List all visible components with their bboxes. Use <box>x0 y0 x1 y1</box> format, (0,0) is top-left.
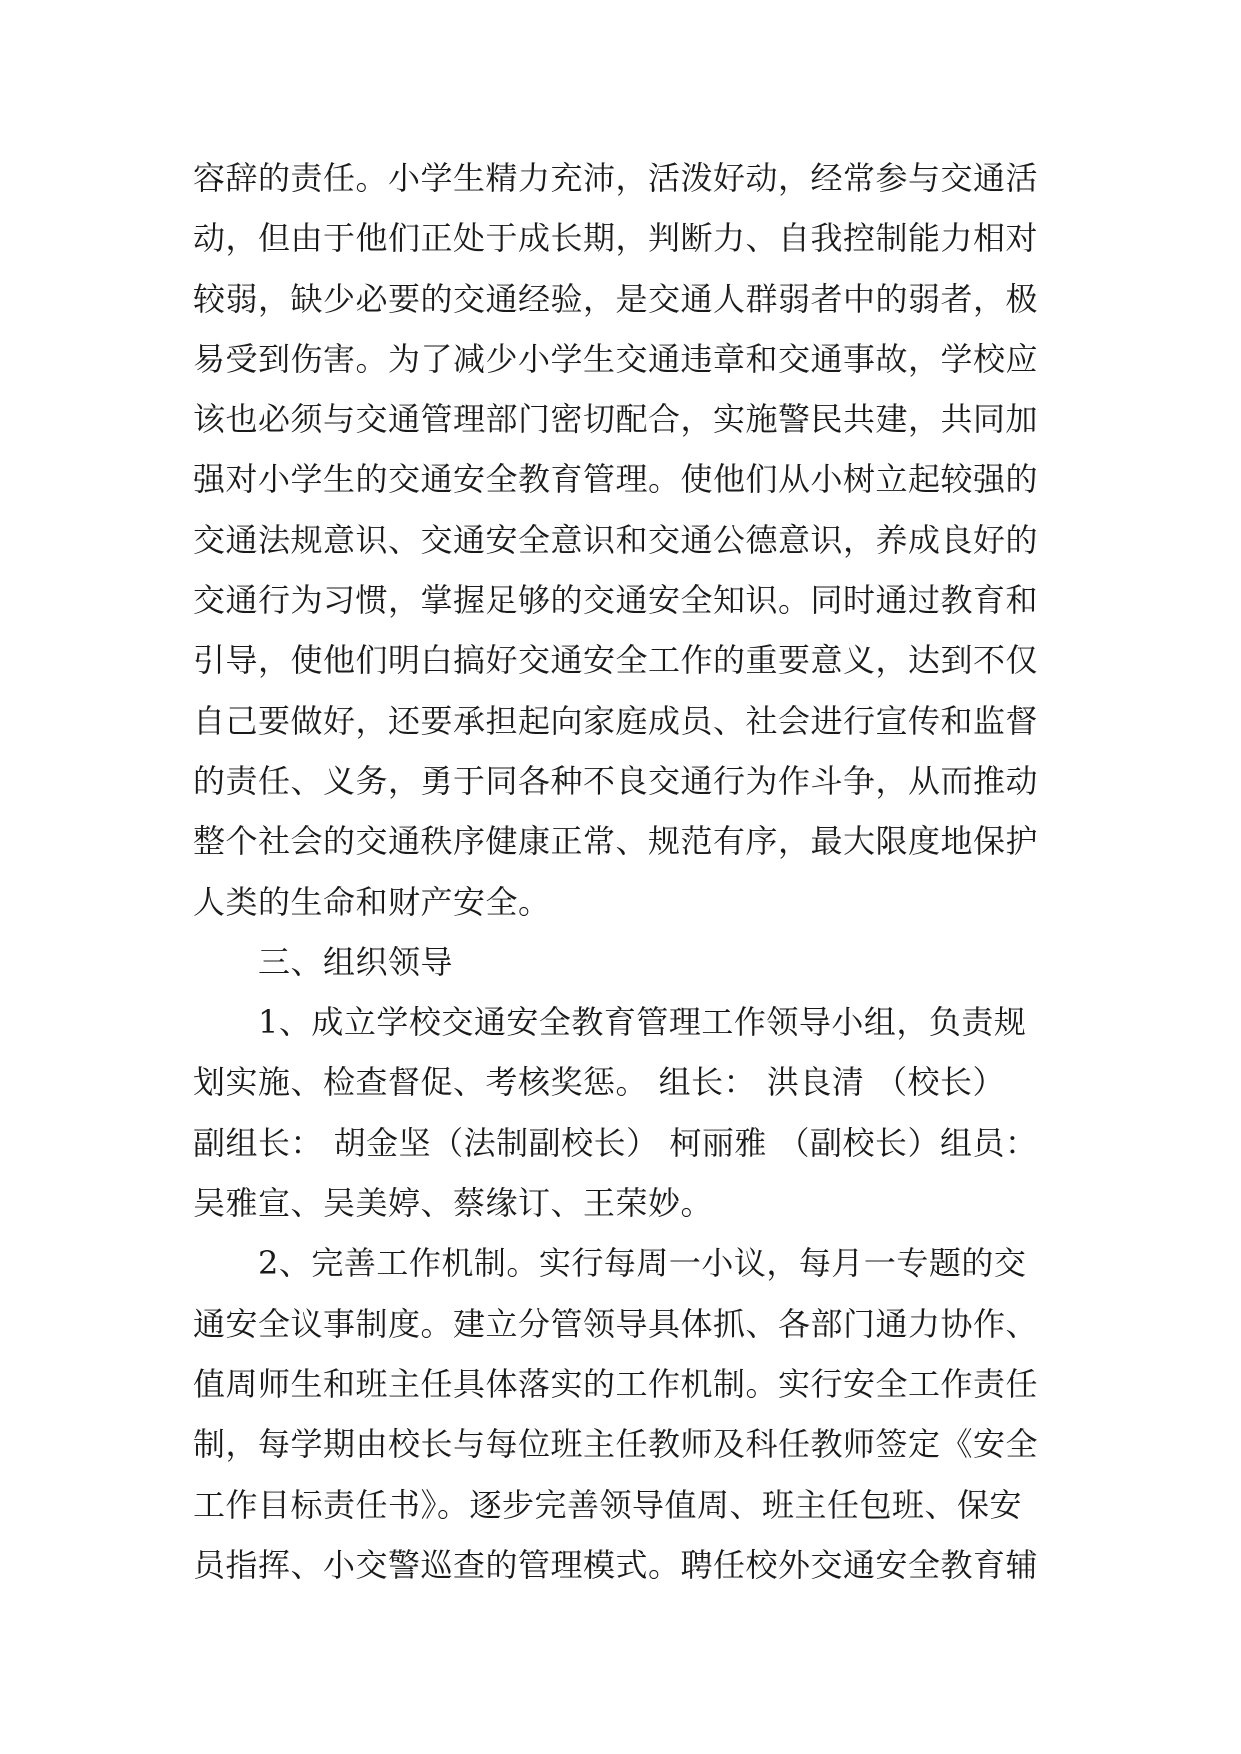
text-line: 整个社会的交通秩序健康正常、规范有序，最大限度地保护 <box>193 822 1039 861</box>
text-line: 自己要做好，还要承担起向家庭成员、社会进行宣传和监督 <box>193 701 1039 740</box>
text-line: 人类的生命和财产安全。 <box>193 882 551 921</box>
text-line: 通安全议事制度。建立分管领导具体抓、各部门通力协作、 <box>193 1304 1039 1343</box>
text-line: 吴雅宣、吴美婷、蔡缘订、王荣妙。 <box>193 1184 714 1223</box>
document-body <box>193 148 1053 1595</box>
text-line: 容辞的责任。小学生精力充沛，活泼好动，经常参与交通活 <box>193 159 1039 197</box>
text-line: 交通行为习惯，掌握足够的交通安全知识。同时通过教育和 <box>193 581 1039 620</box>
text-line: 工作目标责任书》。逐步完善领导值周、班主任包班、保安 <box>193 1485 1023 1524</box>
text-line: 易受到伤害。为了减少小学生交通违章和交通事故，学校应 <box>193 339 1039 378</box>
text-line: 1、成立学校交通安全教育管理工作领导小组，负责规 <box>193 1003 1027 1042</box>
text-line: 划实施、检查督促、考核奖惩。 组长： 洪良清 （校长） <box>193 1063 1006 1102</box>
text-line: 引导，使他们明白搞好交通安全工作的重要意义，达到不仅 <box>193 641 1039 680</box>
text-line: 交通法规意识、交通安全意识和交通公德意识，养成良好的 <box>193 520 1039 559</box>
text-line: 2、完善工作机制。实行每周一小议，每月一专题的交 <box>193 1244 1027 1283</box>
text-line: 制，每学期由校长与每位班主任教师及科任教师签定《安全 <box>193 1425 1039 1464</box>
text-line: 员指挥、小交警巡查的管理模式。聘任校外交通安全教育辅 <box>193 1545 1039 1584</box>
text-line: 动，但由于他们正处于成长期，判断力、自我控制能力相对 <box>193 219 1039 258</box>
text-line: 较弱，缺少必要的交通经验，是交通人群弱者中的弱者，极 <box>193 279 1039 318</box>
text-line: 副组长： 胡金坚（法制副校长） 柯丽雅 （副校长）组员： <box>193 1123 1038 1162</box>
text-line: 值周师生和班主任具体落实的工作机制。实行安全工作责任 <box>193 1364 1039 1403</box>
section-heading: 三、组织领导 <box>193 942 454 981</box>
text-line: 强对小学生的交通安全教育管理。使他们从小树立起较强的 <box>193 460 1039 499</box>
text-line: 该也必须与交通管理部门密切配合，实施警民共建，共同加 <box>193 400 1039 439</box>
text-line: 的责任、义务，勇于同各种不良交通行为作斗争，从而推动 <box>193 761 1039 800</box>
